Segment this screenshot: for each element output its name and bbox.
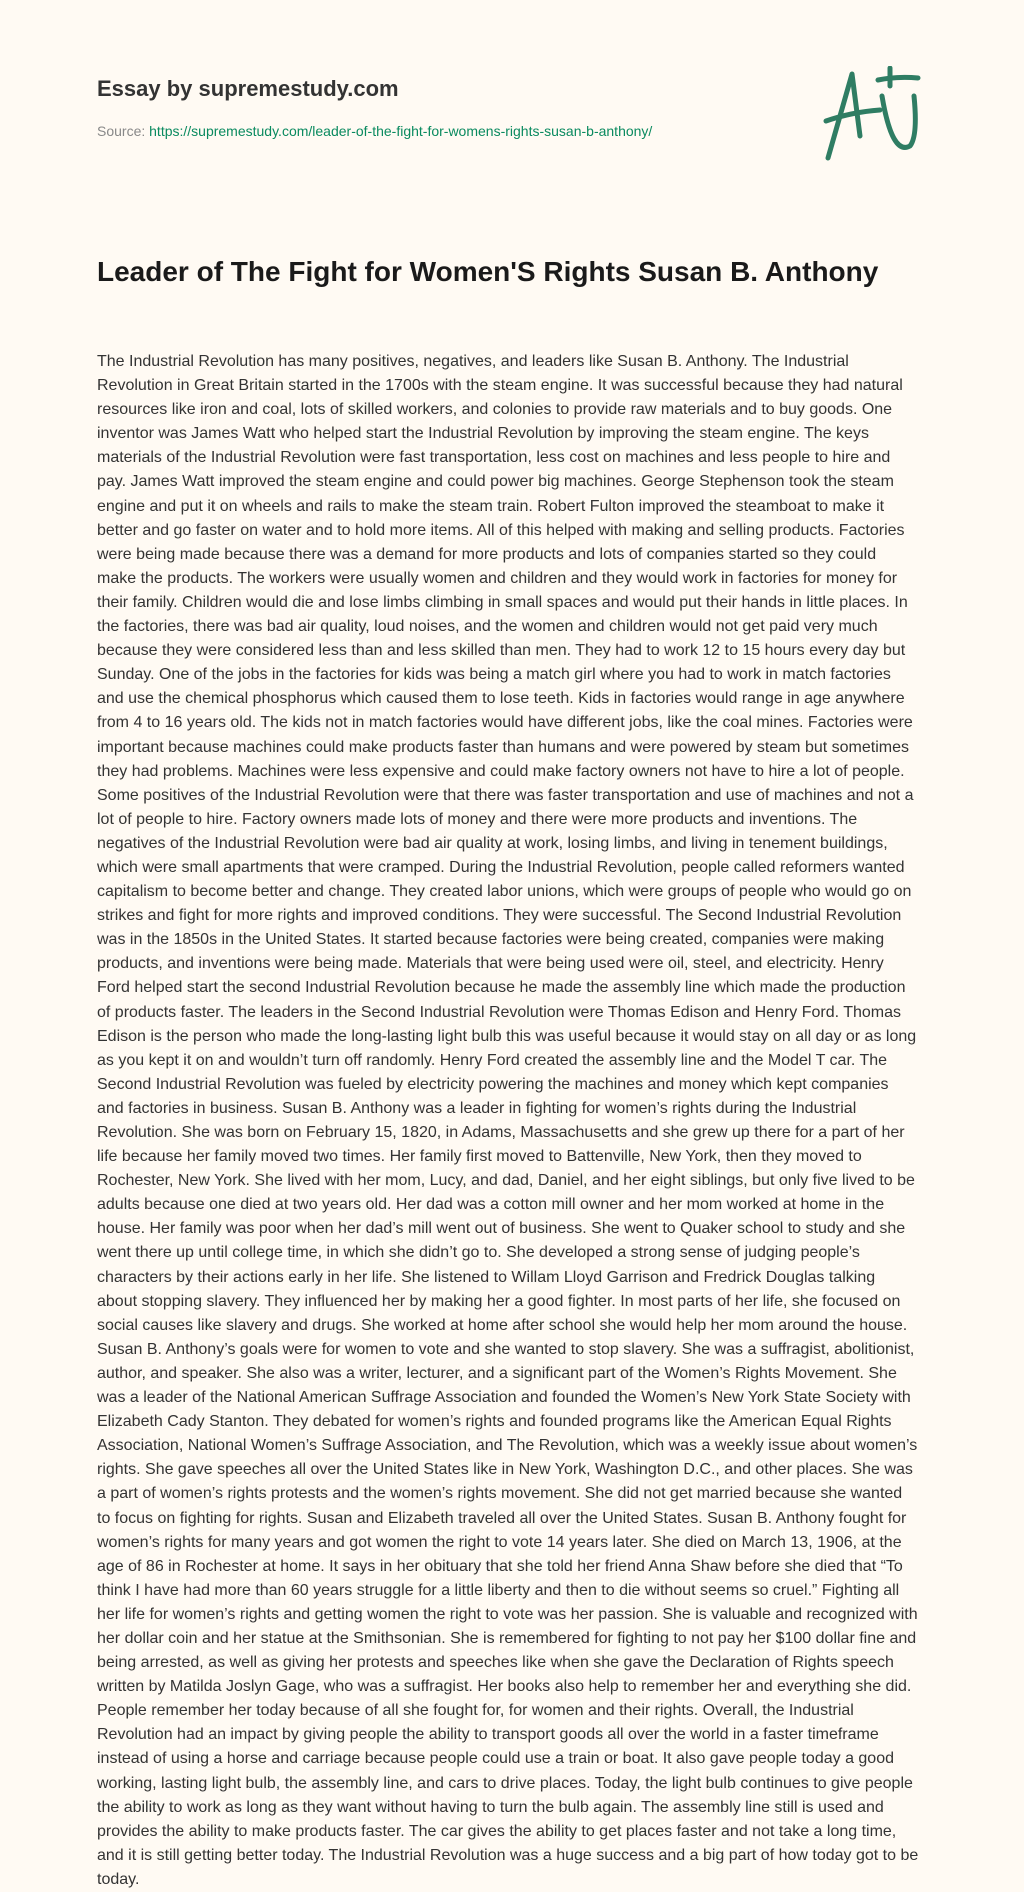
source-label: Source: (97, 123, 150, 139)
essay-title: Leader of The Fight for Women'S Rights Susan B. Anthony (97, 256, 879, 287)
site-title: Essay by supremestudy.com (97, 76, 399, 101)
source-link[interactable]: https://supremestudy.com/leader-of-the-fight-for-womens-rights-susan-b-anthony/ (149, 123, 653, 139)
a-plus-logo-icon (822, 66, 932, 166)
essay-body: The Industrial Revolution has many positives, negatives, and leaders like Susan B. Anthony. The Industrial Revolution in Great Britain started in the 1700s with the steam engine. It was successful because they had natural resources like iron and coal, lots of skilled workers, and colonies to provide raw materials and to buy goods. One inventor was James Watt who helped start the Industrial Revolution by improving the steam engine. The keys materials of the Industrial Revolution were fast transportation, less cost on machines and less people to hire and pay. James Watt improved the steam engine and could power big machines. George Stephenson took the steam engine and put it on wheels and rails to make the steam train. Robert Fulton improved the steamboat to make it better and go faster on water and to hold more items. All of this helped with making and selling products. Factories were being made because there was a demand for more products and lots of companies started so they could make the products. The workers were usually women and children and they would work in factories for money for their family. Children would die and lose limbs climbing in small spaces and would put their hands in little places. In the factories, there was bad air quality, loud noises, and the women and children would not get paid very much because they were considered less than and less skilled than men. They had to work 12 to 15 hours every day but Sunday. One of the jobs in the factories for kids was being a match girl where you had to work in match factories and use the chemical phosphorus which caused them to lose teeth. Kids in factories would range in age anywhere from 4 to 16 years old. The kids not in match factories would have different jobs, like the coal mines. Factories were important because machines could make products faster than humans and were powered by steam but sometimes they had problems. Machines were less expensive and could make factory owners not have to hire a lot of people. Some positives of the Industrial Revolution were that there was faster transportation and use of machines and not a lot of people to hire. Factory owners made lots of money and there were more products and inventions. The negatives of the Industrial Revolution were bad air quality at work, losing limbs, and living in tenement buildings, which were small apartments that were cramped. During the Industrial Revolution, people called reformers wanted capitalism to become better and change. They created labor unions, which were groups of people who would go on strikes and fight for more rights and improved conditions. They were successful. The Second Industrial Revolution was in the 1850s in the United States. It started because factories were being created, companies were making products, and inventions were being made. Materials that were being used were oil, steel, and electricity. Henry Ford helped start the second Industrial Revolution because he made the assembly line which made the production of products faster. The leaders in the Second Industrial Revolution were Thomas Edison and Henry Ford. Thomas Edison is the person who made the long-lasting light bulb this was useful because it would stay on all day or as long as you kept it on and wouldn’t turn off randomly. Henry Ford created the assembly line and the Model T car. The Second Industrial Revolution was fueled by electricity powering the machines and money which kept companies and factories in business. Susan B. Anthony was a leader in fighting for women’s rights during the Industrial Revolution. She was born on February 15, 1820, in Adams, Massachusetts and she grew up there for a part of her life because her family moved two times. Her family first moved to Battenville, New York, then they moved to Rochester, New York. She lived with her mom, Lucy, and dad, Daniel, and her eight siblings, but only five lived to be adults because one died at two years old. Her dad was a cotton mill owner and her mom worked at home in the house. Her family was poor when her dad’s mill went out of business. She went to Quaker school to study and she went there up until college time, in which she didn’t go to. She developed a strong sense of judging people’s characters by their actions early in her life. She listened to Willam Lloyd Garrison and Fredrick Douglas talking about stopping slavery. They influenced her by making her a good fighter. In most parts of her life, she focused on social causes like slavery and drugs. She worked at home after school she would help her mom around the house. Susan B. Anthony’s goals were for women to vote and she wanted to stop slavery. She was a suffragist, abolitionist, author, and speaker. She also was a writer, lecturer, and a significant part of the Women’s Rights Movement. She was a leader of the National American Suffrage Association and founded the Women’s New York State Society with Elizabeth Cady Stanton. They debated for women’s rights and founded programs like the American Equal Rights Association, National Women’s Suffrage Association, and The Revolution, which was a weekly issue about women’s rights. She gave speeches all over the United States like in New York, Washington D.C., and other places. She was a part of women’s rights protests and the women’s rights movement. She did not get married because she wanted to focus on fighting for rights. Susan and Elizabeth traveled all over the United States. Susan B. Anthony fought for women’s rights for many years and got women the right to vote 14 years later. She died on March 13, 1906, at the age of 86 in Rochester at home. It says in her obituary that she told her friend Anna Shaw before she died that “To think I have had more than 60 years struggle for a little liberty and then to die without seems so cruel.” Fighting all her life for women’s rights and getting women the right to vote was her passion. She is valuable and recognized with her dollar coin and her statue at the Smithsonian. She is remembered for fighting to not pay her $100 dollar fine and being arrested, as well as giving her protests and speeches like when she gave the Declaration of Rights speech written by Matilda Joslyn Gage, who was a suffragist. Her books also help to remember her and everything she did. People remember her today because of all she fought for, for women and their rights. Overall, the Industrial Revolution had an impact by giving people the ability to transport goods all over the world in a faster timeframe instead of using a horse and carriage because people could use a train or boat. It also gave people today a good working, lasting light bulb, the assembly line, and cars to drive places. Today, the light bulb continues to give people the ability to work as long as they want without having to turn the bulb again. The assembly line still is used and provides the ability to make products faster. The car gives the ability to get places faster and not take a long time, and it is still getting better today. The Industrial Revolution was a huge success and a big part of how today got to be today. (97, 353, 919, 1888)
source-line (97, 123, 652, 139)
